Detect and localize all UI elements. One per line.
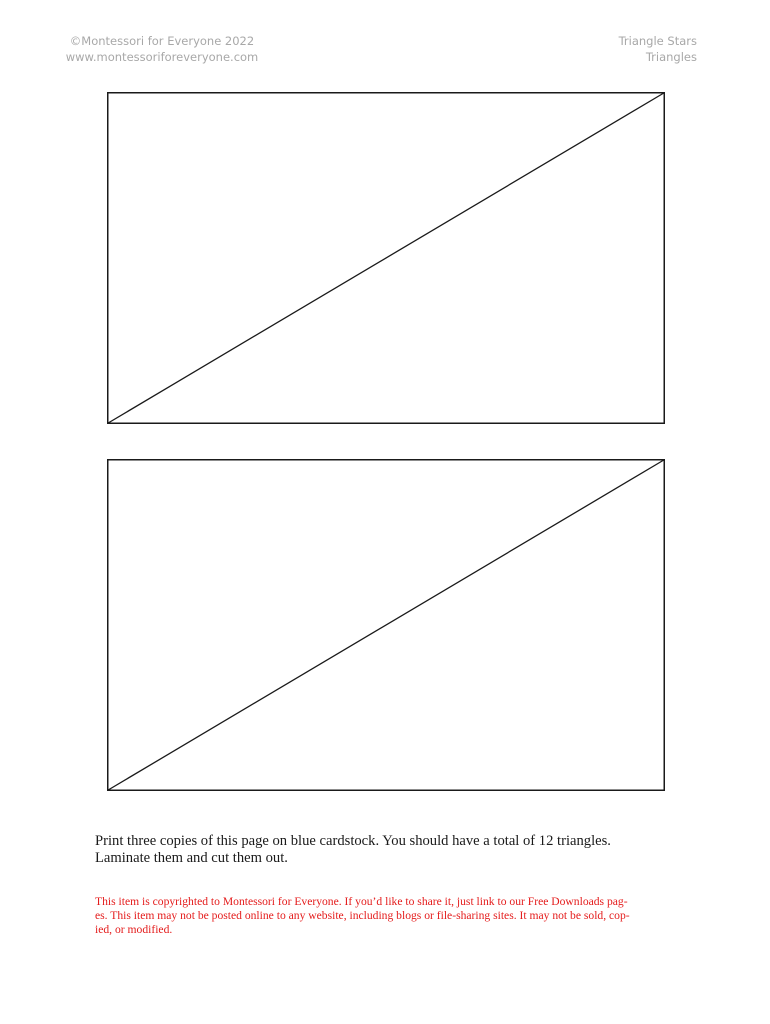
triangle-card-2-graphic [107, 459, 665, 791]
copyright-notice-line-3: ied, or modified. [95, 923, 173, 936]
copyright-notice-line-1: This item is copyrighted to Montessori for Everyone. If you’d like to share it, just link to our Free Downloads pag- [95, 895, 628, 908]
triangle-card-2 [107, 459, 665, 791]
copyright-line: ©Montessori for Everyone 2022 [69, 34, 255, 48]
card-2-diagonal [108, 460, 665, 791]
instructions-line-1: Print three copies of this page on blue cardstock. You should have a total of 12 triangles. [95, 833, 611, 849]
website-url: www.montessoriforeveryone.com [65, 50, 259, 64]
header-right [497, 33, 697, 65]
triangle-card-1-graphic [107, 92, 665, 424]
document-subtitle: Triangles [645, 50, 697, 64]
document-title: Triangle Stars [618, 34, 697, 48]
triangle-card-1 [107, 92, 665, 424]
copyright-notice [95, 895, 689, 937]
header-left [62, 33, 262, 65]
instructions [95, 833, 695, 867]
instructions-line-2: Laminate them and cut them out. [95, 850, 288, 866]
card-1-diagonal [108, 93, 665, 424]
copyright-notice-line-2: es. This item may not be posted online to any website, including blogs or file-sharing sites. It may not be sold, cop- [95, 909, 630, 922]
